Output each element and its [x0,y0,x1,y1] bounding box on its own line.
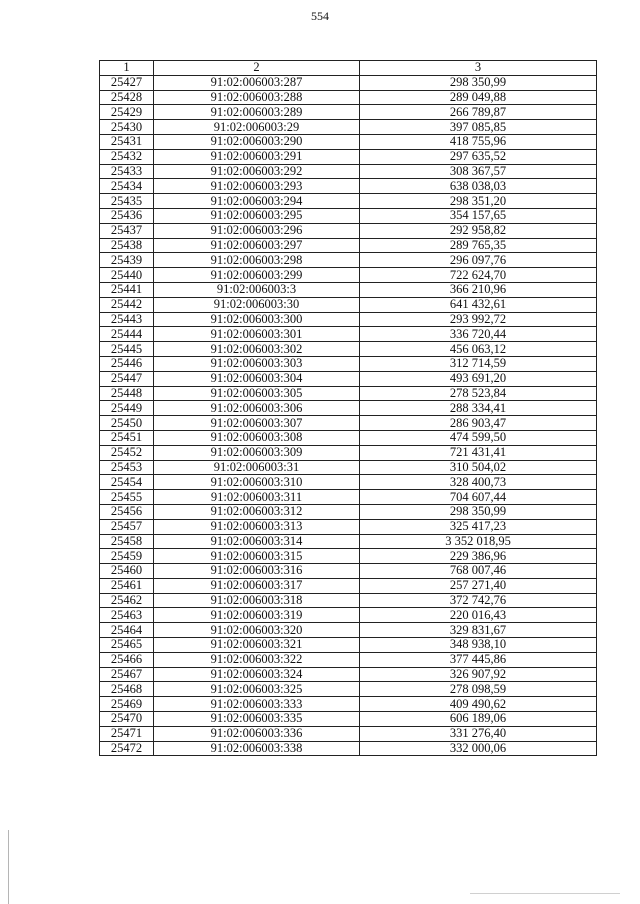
table-row [100,327,597,342]
row-number-cell: 25462 [100,593,154,608]
table-row [100,475,597,490]
cadastral-value-cell: 308 367,57 [360,164,597,179]
table-row [100,534,597,549]
cadastral-value-cell: 329 831,67 [360,623,597,638]
row-number-cell: 25456 [100,504,154,519]
cadastral-value-cell: 493 691,20 [360,371,597,386]
cadastral-number-cell: 91:02:006003:297 [154,238,360,253]
row-number-cell: 25466 [100,652,154,667]
cadastral-number-cell: 91:02:006003:314 [154,534,360,549]
cadastral-value-cell: 721 431,41 [360,445,597,460]
cadastral-number-cell: 91:02:006003:312 [154,504,360,519]
cadastral-value-cell: 278 098,59 [360,682,597,697]
cadastral-number-cell: 91:02:006003:335 [154,712,360,727]
cadastral-value-cell: 354 157,65 [360,208,597,223]
table-row [100,652,597,667]
cadastral-value-cell: 328 400,73 [360,475,597,490]
cadastral-value-cell: 704 607,44 [360,490,597,505]
cadastral-value-cell: 331 276,40 [360,726,597,741]
table-row [100,712,597,727]
cadastral-number-cell: 91:02:006003:313 [154,519,360,534]
row-number-cell: 25429 [100,105,154,120]
cadastral-value-cell: 266 789,87 [360,105,597,120]
cadastral-number-cell: 91:02:006003:306 [154,401,360,416]
row-number-cell: 25437 [100,223,154,238]
row-number-cell: 25439 [100,253,154,268]
cadastral-value-cell: 372 742,76 [360,593,597,608]
cadastral-number-cell: 91:02:006003:293 [154,179,360,194]
cadastral-value-cell: 289 765,35 [360,238,597,253]
cadastral-number-cell: 91:02:006003:288 [154,90,360,105]
cadastral-number-cell: 91:02:006003:294 [154,194,360,209]
row-number-cell: 25459 [100,549,154,564]
column-header-value: 3 [360,61,597,76]
row-number-cell: 25472 [100,741,154,756]
table-row [100,504,597,519]
cadastral-value-cell: 292 958,82 [360,223,597,238]
row-number-cell: 25468 [100,682,154,697]
row-number-cell: 25469 [100,697,154,712]
cadastral-value-cell: 289 049,88 [360,90,597,105]
cadastral-value-cell: 3 352 018,95 [360,534,597,549]
table-row [100,490,597,505]
cadastral-number-cell: 91:02:006003:29 [154,120,360,135]
header-row [100,61,597,76]
table-row [100,194,597,209]
row-number-cell: 25449 [100,401,154,416]
cadastral-value-cell: 257 271,40 [360,578,597,593]
table-row [100,371,597,386]
table-row [100,401,597,416]
row-number-cell: 25463 [100,608,154,623]
table-row [100,667,597,682]
table-row [100,416,597,431]
cadastral-number-cell: 91:02:006003:300 [154,312,360,327]
table-row [100,356,597,371]
row-number-cell: 25445 [100,342,154,357]
row-number-cell: 25457 [100,519,154,534]
row-number-cell: 25433 [100,164,154,179]
cadastral-number-cell: 91:02:006003:302 [154,342,360,357]
table-row [100,682,597,697]
row-number-cell: 25448 [100,386,154,401]
table-row [100,297,597,312]
row-number-cell: 25436 [100,208,154,223]
column-header-cadastral-number: 2 [154,61,360,76]
cadastral-value-cell: 722 624,70 [360,268,597,283]
cadastral-number-cell: 91:02:006003:303 [154,356,360,371]
cadastral-value-cell: 298 351,20 [360,194,597,209]
table-row [100,697,597,712]
cadastral-value-cell: 296 097,76 [360,253,597,268]
cadastral-number-cell: 91:02:006003:287 [154,75,360,90]
row-number-cell: 25460 [100,564,154,579]
row-number-cell: 25465 [100,638,154,653]
row-number-cell: 25458 [100,534,154,549]
table-row [100,134,597,149]
cadastral-value-cell: 474 599,50 [360,430,597,445]
cadastral-number-cell: 91:02:006003:290 [154,134,360,149]
table-row [100,312,597,327]
cadastral-number-cell: 91:02:006003:317 [154,578,360,593]
table-header [100,61,597,76]
cadastral-number-cell: 91:02:006003:315 [154,549,360,564]
cadastral-number-cell: 91:02:006003:321 [154,638,360,653]
table-row [100,578,597,593]
table-row [100,726,597,741]
cadastral-value-cell: 641 432,61 [360,297,597,312]
column-header-number: 1 [100,61,154,76]
cadastral-value-cell: 397 085,85 [360,120,597,135]
row-number-cell: 25447 [100,371,154,386]
table-row [100,386,597,401]
cadastral-number-cell: 91:02:006003:324 [154,667,360,682]
cadastral-value-table [99,60,597,756]
cadastral-value-cell: 298 350,99 [360,75,597,90]
bottom-scan-rule [470,893,620,894]
cadastral-number-cell: 91:02:006003:31 [154,460,360,475]
cadastral-value-cell: 377 445,86 [360,652,597,667]
cadastral-value-cell: 310 504,02 [360,460,597,475]
table-row [100,741,597,756]
cadastral-number-cell: 91:02:006003:322 [154,652,360,667]
cadastral-number-cell: 91:02:006003:299 [154,268,360,283]
cadastral-number-cell: 91:02:006003:316 [154,564,360,579]
row-number-cell: 25435 [100,194,154,209]
cadastral-number-cell: 91:02:006003:311 [154,490,360,505]
table-row [100,149,597,164]
cadastral-value-cell: 366 210,96 [360,282,597,297]
row-number-cell: 25464 [100,623,154,638]
table-row [100,430,597,445]
row-number-cell: 25461 [100,578,154,593]
table-row [100,208,597,223]
cadastral-number-cell: 91:02:006003:333 [154,697,360,712]
table-row [100,282,597,297]
cadastral-value-cell: 278 523,84 [360,386,597,401]
table-row [100,223,597,238]
cadastral-value-cell: 325 417,23 [360,519,597,534]
cadastral-value-cell: 220 016,43 [360,608,597,623]
table-row [100,342,597,357]
table-row [100,519,597,534]
row-number-cell: 25438 [100,238,154,253]
row-number-cell: 25441 [100,282,154,297]
cadastral-number-cell: 91:02:006003:310 [154,475,360,490]
table-row [100,164,597,179]
table-row [100,638,597,653]
row-number-cell: 25442 [100,297,154,312]
row-number-cell: 25432 [100,149,154,164]
row-number-cell: 25450 [100,416,154,431]
cadastral-value-cell: 286 903,47 [360,416,597,431]
row-number-cell: 25434 [100,179,154,194]
cadastral-value-cell: 326 907,92 [360,667,597,682]
table-row [100,179,597,194]
cadastral-value-cell: 336 720,44 [360,327,597,342]
cadastral-number-cell: 91:02:006003:292 [154,164,360,179]
binding-margin-line [8,830,9,904]
cadastral-number-cell: 91:02:006003:301 [154,327,360,342]
table-row [100,593,597,608]
row-number-cell: 25430 [100,120,154,135]
table-row [100,268,597,283]
table-row [100,460,597,475]
row-number-cell: 25452 [100,445,154,460]
cadastral-value-cell: 288 334,41 [360,401,597,416]
row-number-cell: 25471 [100,726,154,741]
row-number-cell: 25427 [100,75,154,90]
table-row [100,445,597,460]
table-row [100,549,597,564]
table-row [100,120,597,135]
table-row [100,75,597,90]
row-number-cell: 25443 [100,312,154,327]
cadastral-value-cell: 229 386,96 [360,549,597,564]
cadastral-value-cell: 332 000,06 [360,741,597,756]
cadastral-number-cell: 91:02:006003:336 [154,726,360,741]
cadastral-number-cell: 91:02:006003:338 [154,741,360,756]
row-number-cell: 25440 [100,268,154,283]
cadastral-value-cell: 293 992,72 [360,312,597,327]
cadastral-number-cell: 91:02:006003:3 [154,282,360,297]
table-row [100,608,597,623]
table-body [100,75,597,756]
cadastral-number-cell: 91:02:006003:307 [154,416,360,431]
cadastral-value-cell: 297 635,52 [360,149,597,164]
cadastral-number-cell: 91:02:006003:318 [154,593,360,608]
page-number: 554 [311,9,329,23]
cadastral-number-cell: 91:02:006003:304 [154,371,360,386]
row-number-cell: 25467 [100,667,154,682]
row-number-cell: 25444 [100,327,154,342]
cadastral-number-cell: 91:02:006003:298 [154,253,360,268]
cadastral-number-cell: 91:02:006003:308 [154,430,360,445]
cadastral-number-cell: 91:02:006003:320 [154,623,360,638]
row-number-cell: 25455 [100,490,154,505]
table-row [100,90,597,105]
cadastral-number-cell: 91:02:006003:291 [154,149,360,164]
cadastral-value-cell: 768 007,46 [360,564,597,579]
cadastral-value-cell: 606 189,06 [360,712,597,727]
cadastral-value-cell: 456 063,12 [360,342,597,357]
table-row [100,238,597,253]
cadastral-number-cell: 91:02:006003:325 [154,682,360,697]
row-number-cell: 25451 [100,430,154,445]
cadastral-value-cell: 409 490,62 [360,697,597,712]
cadastral-number-cell: 91:02:006003:296 [154,223,360,238]
cadastral-number-cell: 91:02:006003:305 [154,386,360,401]
row-number-cell: 25453 [100,460,154,475]
table-row [100,564,597,579]
cadastral-value-cell: 312 714,59 [360,356,597,371]
cadastral-number-cell: 91:02:006003:319 [154,608,360,623]
cadastral-number-cell: 91:02:006003:309 [154,445,360,460]
table-row [100,253,597,268]
row-number-cell: 25470 [100,712,154,727]
row-number-cell: 25431 [100,134,154,149]
cadastral-value-cell: 418 755,96 [360,134,597,149]
table-row [100,623,597,638]
cadastral-number-cell: 91:02:006003:295 [154,208,360,223]
cadastral-number-cell: 91:02:006003:30 [154,297,360,312]
cadastral-value-cell: 638 038,03 [360,179,597,194]
cadastral-value-cell: 348 938,10 [360,638,597,653]
cadastral-number-cell: 91:02:006003:289 [154,105,360,120]
row-number-cell: 25446 [100,356,154,371]
row-number-cell: 25428 [100,90,154,105]
row-number-cell: 25454 [100,475,154,490]
cadastral-value-cell: 298 350,99 [360,504,597,519]
table-row [100,105,597,120]
